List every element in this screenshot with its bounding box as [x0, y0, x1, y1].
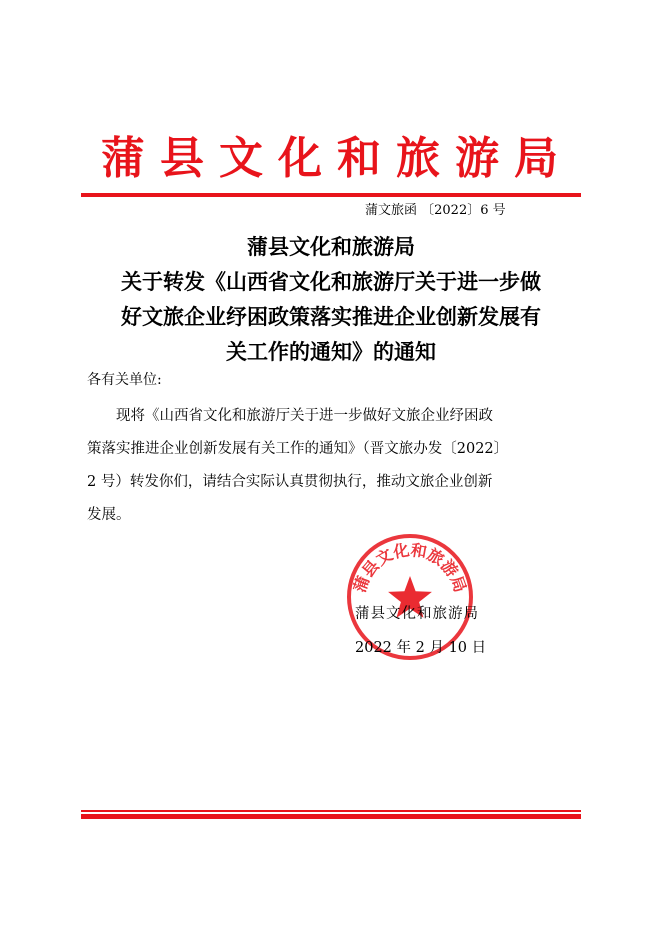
- body-paragraph: [87, 400, 582, 532]
- footer-red-rule-thin: [81, 810, 581, 812]
- title-line: 好文旅企业纾困政策落实推进企业创新发展有: [121, 305, 541, 329]
- title-line: 关工作的通知》的通知: [226, 340, 436, 364]
- body-line: 2 号）转发你们，请结合实际认真贯彻执行，推动文旅企业创新: [87, 474, 493, 490]
- body-line: 发展。: [87, 507, 131, 523]
- footer-red-rule-thick: [81, 814, 581, 819]
- sign-date: 2022 年 2 月 10 日: [355, 640, 487, 656]
- title-line: 蒲县文化和旅游局: [247, 235, 415, 259]
- document-number: 蒲文旅函 〔2022〕6 号: [365, 203, 506, 218]
- agency-header: 蒲县文化和旅游局: [101, 133, 573, 184]
- body-line: 策落实推进企业创新发展有关工作的通知》（晋文旅办发〔2022〕: [87, 441, 509, 457]
- signer-name: 蒲县文化和旅游局: [355, 606, 479, 622]
- document-title: [60, 230, 602, 370]
- body-line: 现将《山西省文化和旅游厅关于进一步做好文旅企业纾困政: [116, 408, 493, 424]
- addressee: 各有关单位:: [87, 372, 162, 388]
- header-red-rule: [81, 193, 581, 197]
- title-line: 关于转发《山西省文化和旅游厅关于进一步做: [121, 270, 541, 294]
- seal-text: 蒲县文化和旅游局: [349, 540, 471, 595]
